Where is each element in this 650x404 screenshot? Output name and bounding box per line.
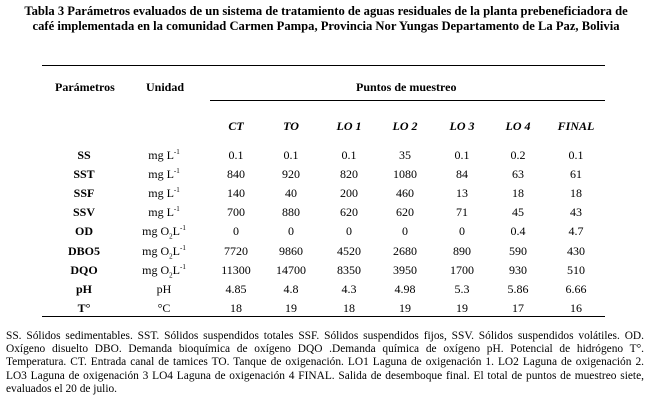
row-param-label: DQO	[70, 263, 98, 277]
sub-rule	[210, 100, 605, 101]
row-unit: mg $L^{-1}$	[148, 205, 180, 219]
table-cell: 6.66	[565, 282, 587, 296]
table-cell: 8350	[337, 263, 361, 277]
column-header-lo4: LO 4	[505, 119, 531, 133]
table-cell: 13	[456, 186, 468, 200]
row-unit: mg $L^{-1}$	[148, 148, 180, 162]
column-header-lo3: LO 3	[449, 119, 475, 133]
table-cell: 63	[512, 167, 524, 181]
row-unit: mg $L^{-1}$	[148, 167, 180, 181]
column-header-ct: CT	[228, 119, 244, 133]
table-cell: 1700	[450, 263, 474, 277]
table-cell: 700	[227, 205, 245, 219]
table-cell: 35	[399, 148, 411, 162]
table-cell: 920	[282, 167, 300, 181]
table-cell: 200	[340, 186, 358, 200]
table-notes: SS. Sólidos sedimentables. SST. Sólidos suspendidos totales SSF. Sólidos suspendidos fijos, SSV. Sólidos suspendidos volátiles. OD. Oxígeno disuelto DBO. Demanda bioquímica de oxígeno DQO .Demanda química de oxígeno pH. Potencial de hidrógeno T°. Temperatura. CT. Entrada canal de tamices TO. Tanque de oxigenación. LO1 Laguna de oxigenación 1. LO2 Laguna de oxigenación 2. LO3 Laguna de oxigenación 3 LO4 Laguna de oxigenación 4 FINAL. Salida de desemboque final. El total de puntos de muestreo siete, evaluados el 20 de julio.	[6, 330, 644, 395]
caption-line-1: Tabla 3 Parámetros evaluados de un sistema de tratamiento de aguas residuales de la planta prebeneficiadora de	[24, 4, 628, 18]
row-unit: mg $L^{-1}$	[148, 186, 180, 200]
table-cell: 620	[396, 205, 414, 219]
table-cell: 620	[340, 205, 358, 219]
row-unit: mg $O_2L^{-1}$	[142, 224, 186, 241]
table-cell: 18	[230, 301, 242, 315]
table-cell: 18	[343, 301, 355, 315]
header-parametros: Parámetros	[55, 80, 115, 94]
table-cell: 0.1	[283, 148, 299, 162]
row-param-label: SS	[77, 148, 91, 162]
table-cell: 61	[570, 167, 582, 181]
table-cell: 0.1	[228, 148, 244, 162]
caption-line-2: café implementada en la comunidad Carmen Pampa, Provincia Nor Yungas Departamento de La Paz, Bolivia	[32, 19, 620, 33]
table-cell: 16	[570, 301, 582, 315]
row-param-label: SSV	[72, 205, 96, 219]
table-cell: 3950	[393, 263, 417, 277]
row-param-label: SST	[73, 167, 95, 181]
row-unit: °C	[157, 301, 171, 315]
table-cell: 40	[285, 186, 297, 200]
table-cell: 4520	[337, 244, 361, 258]
table-cell: 14700	[276, 263, 306, 277]
table-cell: 43	[570, 205, 582, 219]
table-cell: 19	[399, 301, 411, 315]
table-cell: 17	[512, 301, 524, 315]
table-cell: 0.4	[510, 224, 526, 238]
table-cell: 140	[227, 186, 245, 200]
table-cell: 1080	[393, 167, 417, 181]
column-header-final: FINAL	[557, 119, 595, 133]
table-cell: 7720	[224, 244, 248, 258]
row-unit: mg $O_2L^{-1}$	[142, 263, 186, 280]
table-cell: 0	[233, 224, 239, 238]
table-cell: 71	[456, 205, 468, 219]
table-cell: 0	[459, 224, 465, 238]
table-cell: 4.3	[341, 282, 357, 296]
column-header-lo1: LO 1	[336, 119, 362, 133]
table-cell: 5.3	[454, 282, 470, 296]
table-cell: 880	[282, 205, 300, 219]
table-cell: 840	[227, 167, 245, 181]
row-param-label: OD	[75, 224, 93, 238]
bottom-rule	[42, 316, 605, 317]
table-cell: 9860	[279, 244, 303, 258]
table-caption	[8, 4, 644, 34]
table-cell: 820	[340, 167, 358, 181]
table-cell: 4.98	[394, 282, 416, 296]
table-cell: 2680	[393, 244, 417, 258]
table-cell: 0	[288, 224, 294, 238]
column-header-to: TO	[283, 119, 299, 133]
table-cell: 19	[285, 301, 297, 315]
table-cell: 84	[456, 167, 468, 181]
table-cell: 4.85	[225, 282, 247, 296]
table-cell: 18	[570, 186, 582, 200]
table-cell: 0.1	[454, 148, 470, 162]
table-cell: 5.86	[507, 282, 529, 296]
table-cell: 430	[567, 244, 585, 258]
table-cell: 930	[509, 263, 527, 277]
table-cell: 0	[402, 224, 408, 238]
header-unidad: Unidad	[146, 80, 185, 94]
row-unit: mg $O_2L^{-1}$	[142, 244, 186, 261]
row-param-label: DBO5	[67, 244, 101, 258]
table-cell: 11300	[221, 263, 251, 277]
table-cell: 45	[512, 205, 524, 219]
table-cell: 0.1	[341, 148, 357, 162]
table-cell: 510	[567, 263, 585, 277]
table-cell: 0.1	[568, 148, 584, 162]
table-cell: 4.7	[568, 224, 584, 238]
table-cell: 19	[456, 301, 468, 315]
top-rule	[42, 65, 605, 66]
header-puntos-muestreo: Puntos de muestreo	[356, 80, 457, 94]
table-cell: 0.2	[510, 148, 526, 162]
row-param-label: SSF	[73, 186, 95, 200]
table-cell: 590	[509, 244, 527, 258]
table-cell: 460	[396, 186, 414, 200]
table-cell: 18	[512, 186, 524, 200]
row-unit: pH	[156, 282, 172, 296]
table-cell: 0	[346, 224, 352, 238]
row-param-label: T°	[77, 301, 91, 315]
table-cell: 890	[453, 244, 471, 258]
column-header-lo2: LO 2	[392, 119, 418, 133]
row-param-label: pH	[75, 282, 93, 296]
table-cell: 4.8	[283, 282, 299, 296]
